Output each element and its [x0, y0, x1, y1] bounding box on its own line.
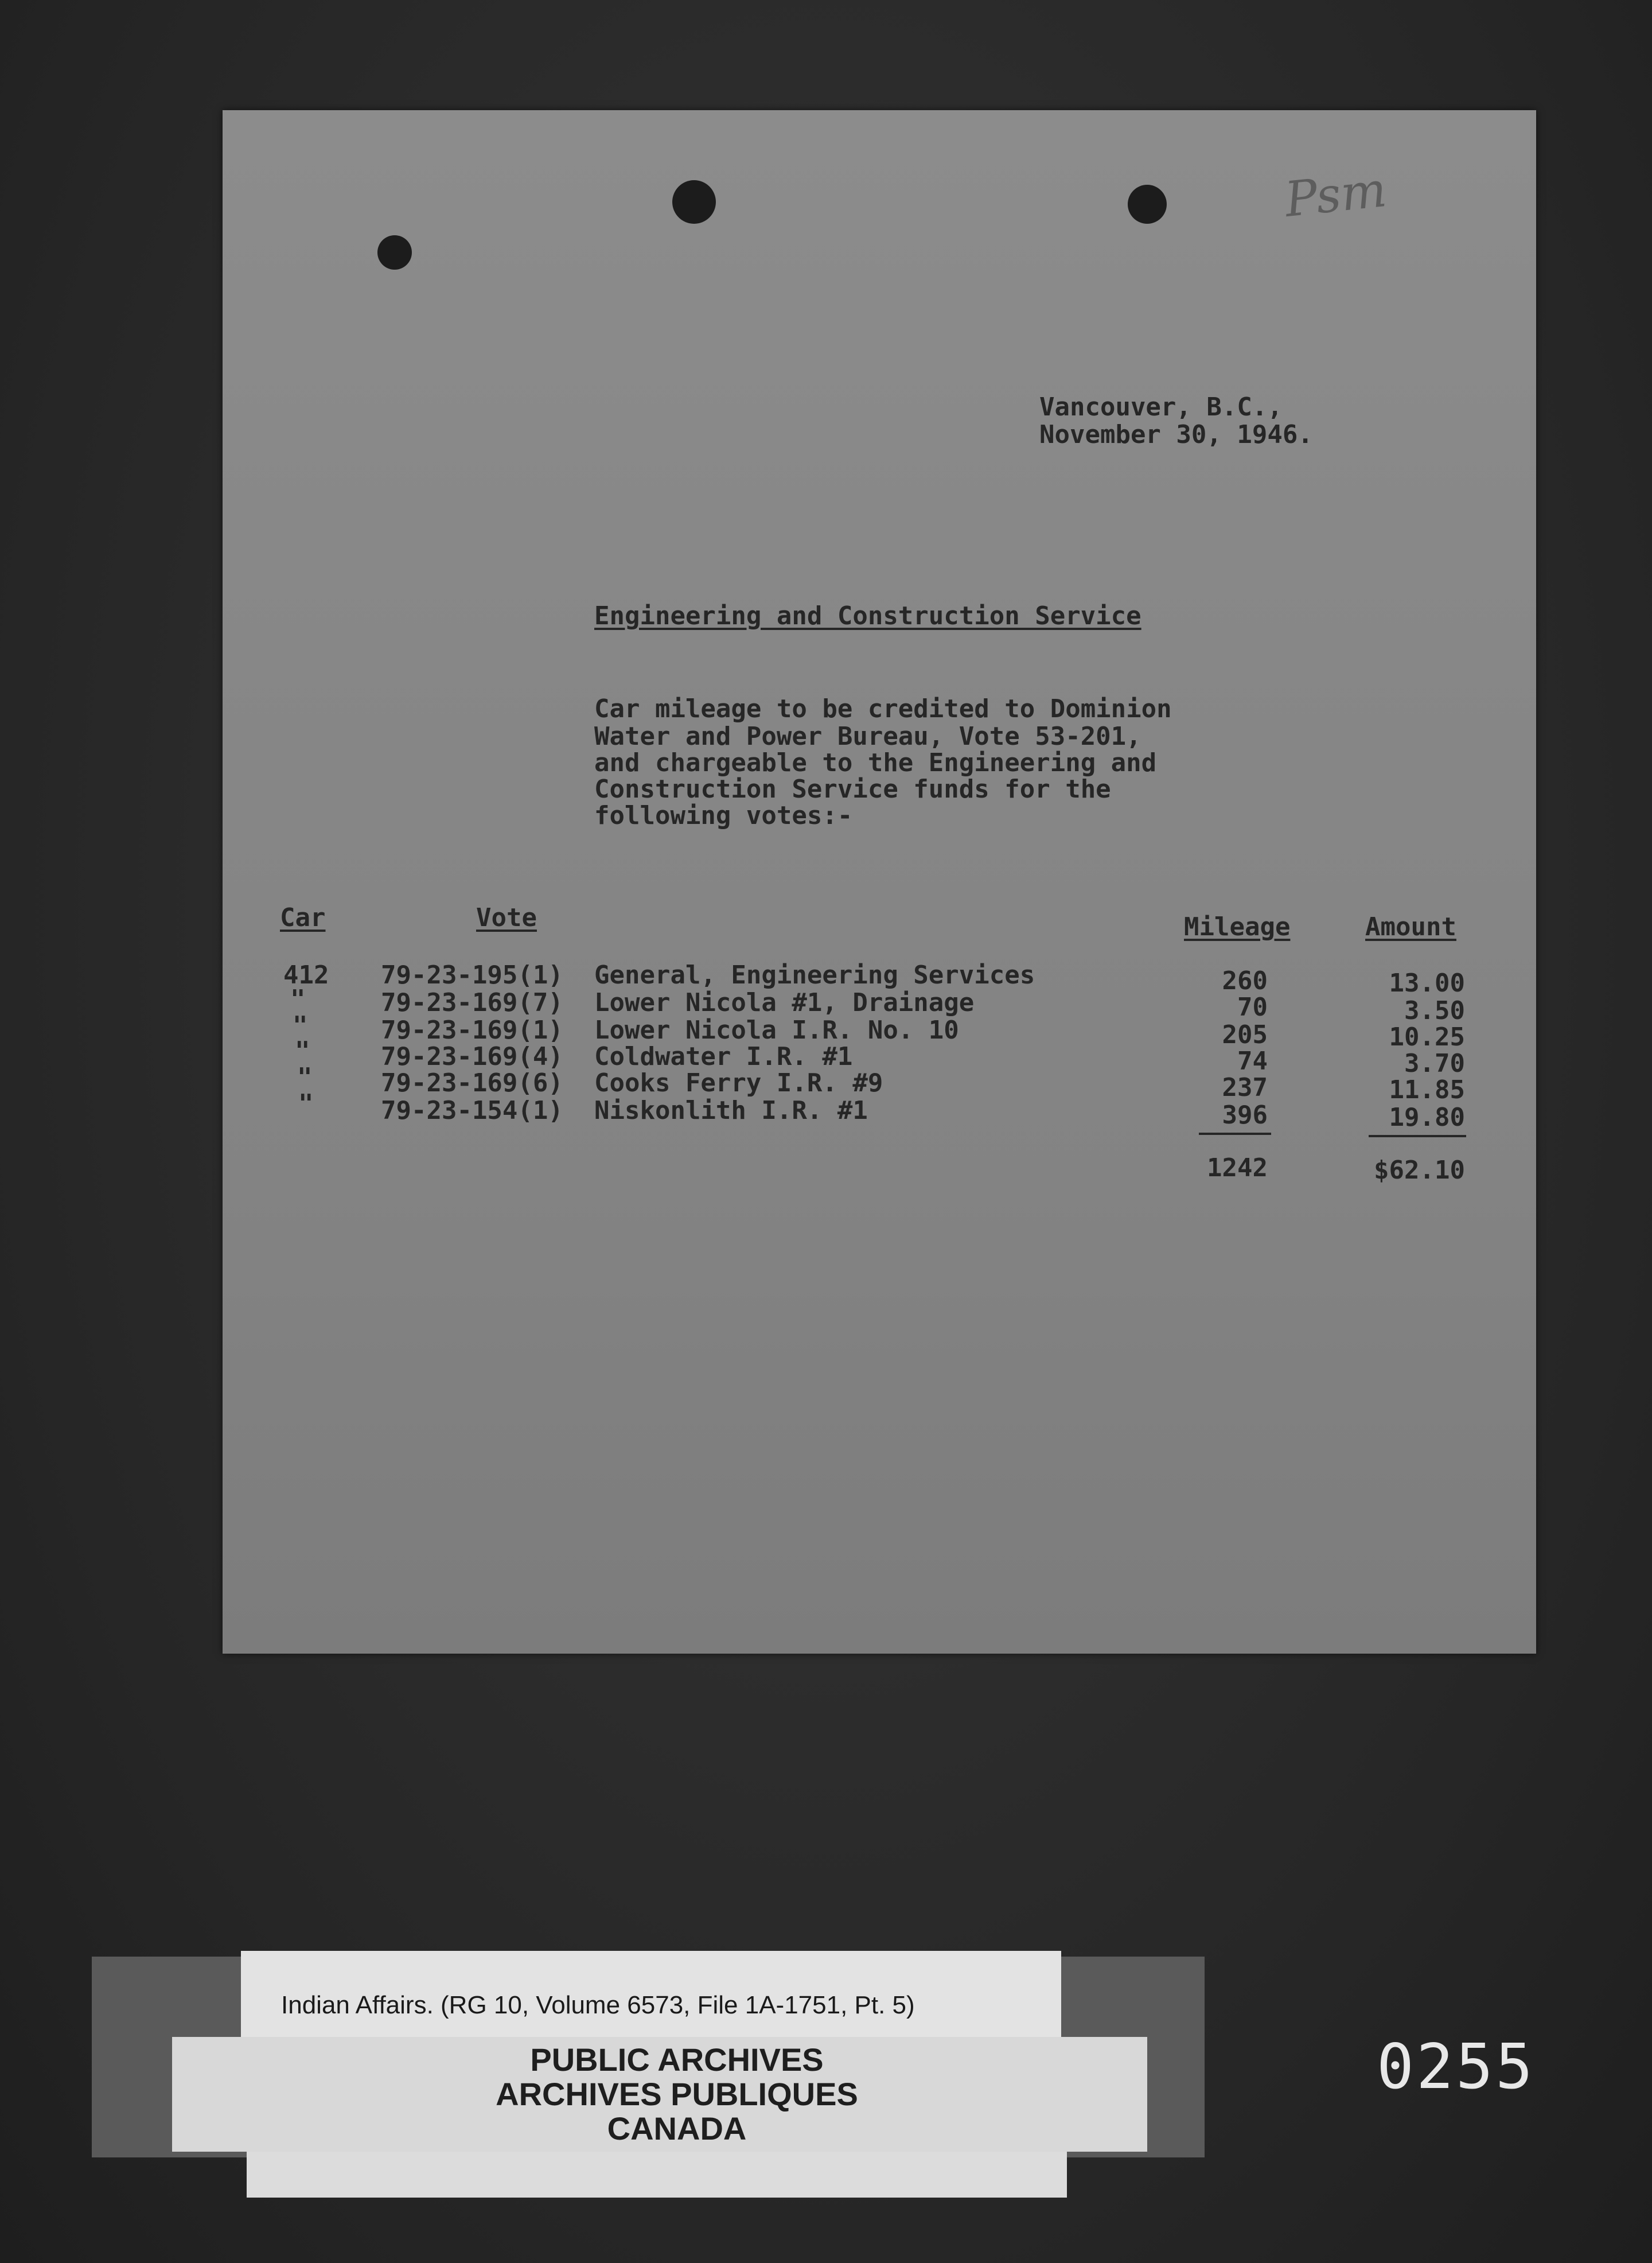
intro-line: and chargeable to the Engineering and [594, 748, 1157, 777]
row-1-mileage: 260 [1222, 966, 1268, 996]
place-line: Vancouver, B.C., [1039, 392, 1283, 422]
archive-name-english: PUBLIC ARCHIVES [530, 2042, 824, 2078]
row-3-mileage: 205 [1222, 1020, 1268, 1049]
header-mileage: Mileage [1184, 912, 1291, 942]
row-5-amount: 11.85 [1389, 1075, 1465, 1105]
header-car: Car [280, 903, 326, 932]
row-1-vote: 79-23-195(1) [381, 961, 563, 990]
row-4-mileage: 74 [1237, 1047, 1268, 1076]
total-mileage: 1242 [1207, 1153, 1268, 1183]
amount-total-rule [1369, 1135, 1466, 1137]
row-1-car: 412 [283, 961, 329, 990]
punch-hole-right [1128, 185, 1167, 224]
frame-number: 0255 [1377, 2031, 1536, 2103]
archive-name-block [436, 2043, 918, 2146]
row-4-vote: 79-23-169(4) [381, 1042, 563, 1071]
row-5-mileage: 237 [1222, 1073, 1268, 1102]
handwritten-initials: Psm [1282, 161, 1389, 228]
row-6-car: " [298, 1089, 314, 1118]
row-4-description: Coldwater I.R. #1 [594, 1042, 853, 1071]
date-line: November 30, 1946. [1039, 420, 1313, 449]
intro-line: following votes:- [594, 801, 853, 830]
row-2-vote: 79-23-169(7) [381, 988, 563, 1017]
document-heading: Engineering and Construction Service [594, 601, 1141, 631]
header-vote: Vote [476, 903, 537, 932]
row-5-car: " [297, 1063, 313, 1092]
punch-hole-center [672, 180, 716, 224]
header-amount: Amount [1365, 912, 1456, 942]
row-6-vote: 79-23-154(1) [381, 1096, 563, 1125]
intro-line: Construction Service funds for the [594, 775, 1111, 804]
row-2-description: Lower Nicola #1, Drainage [594, 988, 975, 1017]
row-1-amount: 13.00 [1389, 969, 1465, 998]
archive-reference: Indian Affairs. (RG 10, Volume 6573, File 1A-1751, Pt. 5) [281, 1991, 915, 2019]
row-3-description: Lower Nicola I.R. No. 10 [594, 1016, 959, 1045]
archive-label-strip [247, 2152, 1067, 2198]
total-amount: $62.10 [1374, 1156, 1465, 1185]
row-2-car: " [290, 985, 306, 1014]
row-3-amount: 10.25 [1389, 1022, 1465, 1052]
row-5-description: Cooks Ferry I.R. #9 [594, 1068, 883, 1098]
row-4-car: " [295, 1036, 310, 1066]
row-6-mileage: 396 [1222, 1101, 1268, 1130]
row-4-amount: 3.70 [1404, 1049, 1465, 1078]
row-1-description: General, Engineering Services [594, 961, 1035, 990]
row-2-mileage: 70 [1237, 993, 1268, 1022]
mileage-total-rule [1199, 1133, 1271, 1135]
intro-line: Water and Power Bureau, Vote 53-201, [594, 722, 1141, 751]
intro-line: Car mileage to be credited to Dominion [594, 694, 1172, 724]
document-page [223, 110, 1536, 1654]
row-3-car: " [293, 1011, 308, 1040]
archive-name-french: ARCHIVES PUBLIQUES [496, 2076, 858, 2112]
archive-country: CANADA [607, 2110, 747, 2147]
row-6-description: Niskonlith I.R. #1 [594, 1096, 868, 1125]
punch-hole-left [377, 235, 412, 270]
row-2-amount: 3.50 [1404, 996, 1465, 1025]
row-3-vote: 79-23-169(1) [381, 1016, 563, 1045]
row-6-amount: 19.80 [1389, 1103, 1465, 1132]
row-5-vote: 79-23-169(6) [381, 1068, 563, 1098]
